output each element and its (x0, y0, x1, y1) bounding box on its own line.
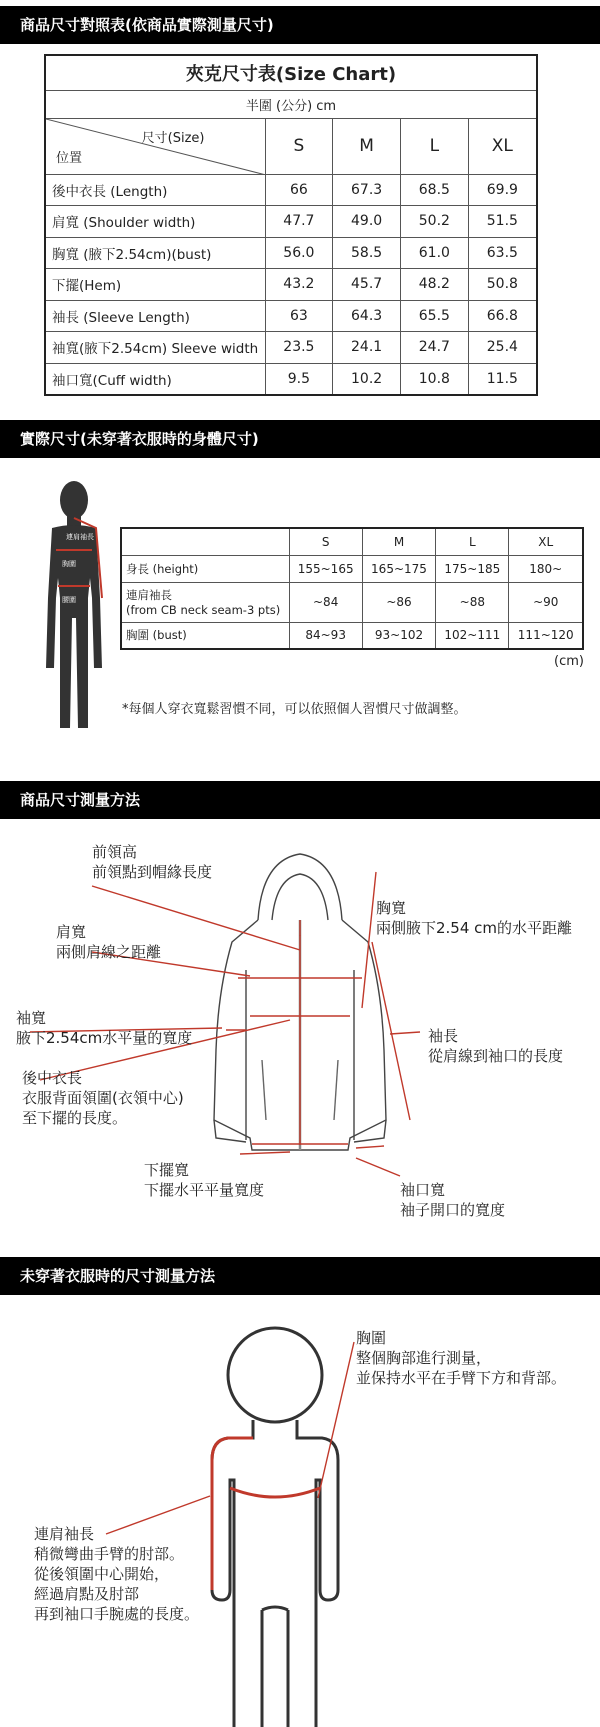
row-value: 45.7 (333, 269, 401, 301)
row-value: 67.3 (333, 174, 401, 206)
table-row (45, 269, 537, 301)
sleeve-method-desc-2: 從後領圍中心開始， (34, 1565, 170, 1583)
row-value: 10.8 (400, 363, 468, 395)
row-label: 袖寬(腋下2.54cm) Sleeve width (45, 332, 265, 364)
chest-title: 胸寬 (376, 899, 407, 917)
size-header: L (436, 528, 509, 555)
neck-desc: 前領點到帽緣長度 (92, 863, 213, 881)
size-chart-title: 夾克尺寸表(Size Chart) (45, 55, 537, 90)
row-value: 50.8 (468, 269, 537, 301)
row-label: 袖口寬(Cuff width) (45, 363, 265, 395)
row-value: 65.5 (400, 300, 468, 332)
fit-note: *每個人穿衣寬鬆習慣不同，可以依照個人習慣尺寸做調整。 (122, 702, 467, 717)
section-header-garment-method: 商品尺寸測量方法 (0, 781, 600, 819)
sleeve-width-title: 袖寬 (16, 1009, 47, 1027)
row-value: 58.5 (333, 237, 401, 269)
bust-label: 胸圍 (bust) (121, 622, 289, 649)
figure-chest-label: 胸圍 (62, 560, 76, 568)
sleeve-value: ~90 (509, 582, 583, 622)
height-value: 175~185 (436, 555, 509, 582)
hem-desc: 下擺水平平量寬度 (144, 1181, 265, 1199)
size-header: M (362, 528, 435, 555)
size-header: S (265, 118, 333, 174)
bust-title: 胸圍 (356, 1329, 387, 1347)
table-row (45, 332, 537, 364)
jacket-diagram (0, 820, 600, 1220)
sleeve-value: ~88 (436, 582, 509, 622)
row-value: 47.7 (265, 206, 333, 238)
size-header: S (289, 528, 362, 555)
sleeve-method-desc-1: 稍微彎曲手臂的肘部。 (34, 1545, 185, 1563)
body-figure (40, 478, 120, 738)
size-header: XL (509, 528, 583, 555)
row-value: 51.5 (468, 206, 537, 238)
row-value: 25.4 (468, 332, 537, 364)
row-value: 63.5 (468, 237, 537, 269)
row-value: 11.5 (468, 363, 537, 395)
row-label: 後中衣長 (Length) (45, 174, 265, 206)
table-row (45, 206, 537, 238)
bust-value: 93~102 (362, 622, 435, 649)
bust-desc-1: 整個胸部進行測量， (356, 1349, 492, 1367)
size-header: M (333, 118, 401, 174)
height-label: 身長 (height) (121, 555, 289, 582)
length-title: 後中衣長 (22, 1069, 83, 1087)
bust-value: 84~93 (289, 622, 362, 649)
row-value: 63 (265, 300, 333, 332)
shoulder-desc: 兩側肩線之距離 (56, 943, 162, 961)
row-value: 24.7 (400, 332, 468, 364)
row-label: 袖長 (Sleeve Length) (45, 300, 265, 332)
bust-value: 111~120 (509, 622, 583, 649)
bust-value: 102~111 (436, 622, 509, 649)
neck-title: 前領高 (92, 843, 138, 861)
table-row (45, 237, 537, 269)
row-value: 68.5 (400, 174, 468, 206)
row-value: 69.9 (468, 174, 537, 206)
height-value: 165~175 (362, 555, 435, 582)
size-header: L (400, 118, 468, 174)
row-value: 49.0 (333, 206, 401, 238)
row-value: 66 (265, 174, 333, 206)
height-value: 155~165 (289, 555, 362, 582)
height-value: 180~ (509, 555, 583, 582)
sleeve-method-desc-3: 經過肩點及肘部 (34, 1585, 140, 1603)
length-desc-2: 至下擺的長度。 (22, 1109, 128, 1127)
section-header-body-size: 實際尺寸(未穿著衣服時的身體尺寸) (0, 420, 600, 458)
row-label: 胸寬 (腋下2.54cm)(bust) (45, 237, 265, 269)
size-chart-table (44, 54, 538, 396)
row-value: 23.5 (265, 332, 333, 364)
corner-cell (45, 118, 265, 174)
empty-corner (121, 528, 289, 555)
figure-waist-label: 腰圍 (62, 596, 76, 604)
size-header: XL (468, 118, 537, 174)
row-value: 50.2 (400, 206, 468, 238)
body-method-leaders (0, 1320, 600, 1550)
row-value: 43.2 (265, 269, 333, 301)
table-row (45, 363, 537, 395)
chest-desc: 兩側腋下2.54 cm的水平距離 (376, 919, 573, 937)
row-value: 56.0 (265, 237, 333, 269)
row-value: 61.0 (400, 237, 468, 269)
row-value: 64.3 (333, 300, 401, 332)
sleeve-label-line1: 連肩袖長 (126, 588, 172, 602)
hem-title: 下擺寬 (144, 1161, 190, 1179)
sleeve-method-title: 連肩袖長 (34, 1525, 95, 1543)
sleeve-label-line2: (from CB neck seam-3 pts) (126, 603, 281, 617)
row-value: 66.8 (468, 300, 537, 332)
sleeve-length-label (121, 582, 289, 622)
body-size-table (120, 527, 584, 650)
table-row (45, 300, 537, 332)
corner-size-label: 尺寸(Size) (141, 130, 205, 146)
figure-sleeve-label: 連肩袖長 (66, 533, 94, 541)
row-label: 肩寬 (Shoulder width) (45, 206, 265, 238)
sleeve-title: 袖長 (428, 1027, 459, 1045)
row-value: 9.5 (265, 363, 333, 395)
unit-cm: (cm) (554, 654, 584, 669)
sleeve-value: ~86 (362, 582, 435, 622)
sleeve-value: ~84 (289, 582, 362, 622)
row-value: 10.2 (333, 363, 401, 395)
row-label: 下擺(Hem) (45, 269, 265, 301)
row-value: 48.2 (400, 269, 468, 301)
shoulder-title: 肩寬 (56, 923, 87, 941)
length-desc-1: 衣服背面領圍(衣領中心) (22, 1089, 184, 1107)
cuff-desc: 袖子開口的寬度 (400, 1201, 506, 1219)
bust-desc-2: 並保持水平在手臂下方和背部。 (356, 1369, 567, 1387)
table-row (45, 174, 537, 206)
sleeve-width-desc: 腋下2.54cm水平量的寬度 (16, 1029, 193, 1047)
cuff-title: 袖口寬 (400, 1181, 446, 1199)
row-value: 24.1 (333, 332, 401, 364)
corner-position-label: 位置 (56, 150, 83, 166)
section-header-body-method: 未穿著衣服時的尺寸測量方法 (0, 1257, 600, 1295)
size-chart-unit: 半圍 (公分) cm (45, 90, 537, 118)
sleeve-method-desc-4: 再到袖口手腕處的長度。 (34, 1605, 200, 1623)
section-header-size-chart: 商品尺寸對照表(依商品實際測量尺寸) (0, 6, 600, 44)
sleeve-desc: 從肩線到袖口的長度 (428, 1047, 564, 1065)
